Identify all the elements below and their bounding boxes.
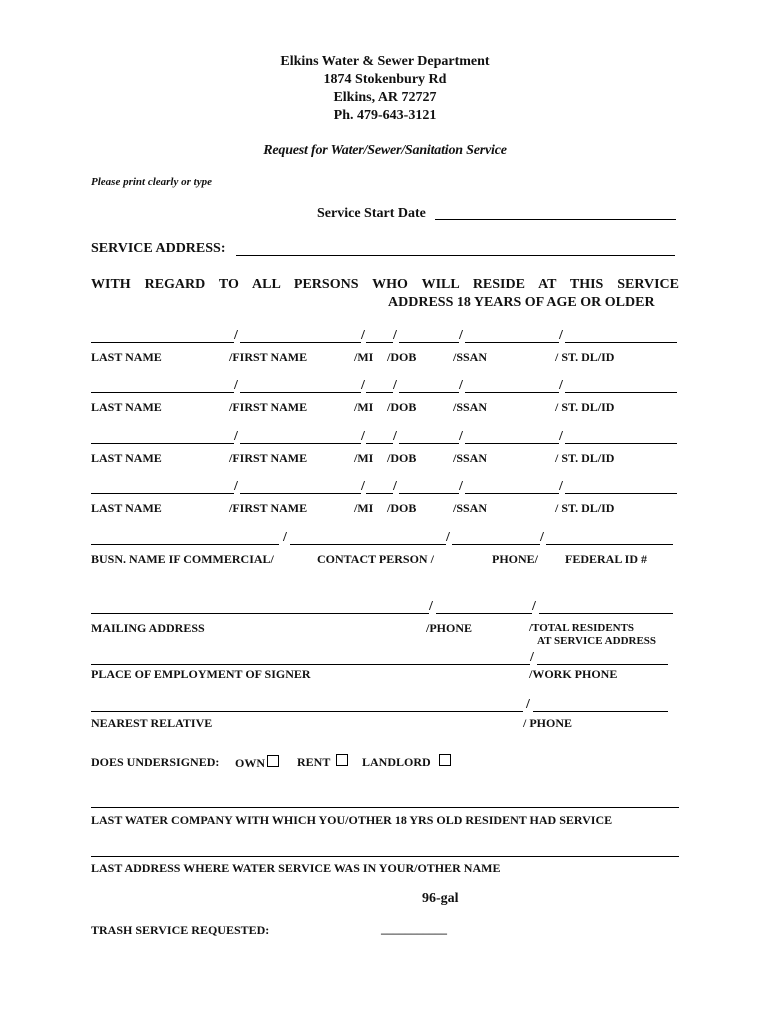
first-name-field[interactable]: [240, 342, 361, 343]
separator: /: [361, 378, 365, 393]
ssan-field[interactable]: [465, 443, 559, 444]
mi-field[interactable]: [366, 392, 393, 393]
federal-id-label: FEDERAL ID #: [565, 552, 648, 566]
last-water-company-field[interactable]: [91, 807, 679, 808]
mi-field[interactable]: [366, 493, 393, 494]
separator: /: [234, 328, 238, 343]
dl-field[interactable]: [565, 342, 677, 343]
service-address-label: SERVICE ADDRESS:: [91, 241, 226, 256]
separator: /: [361, 479, 365, 494]
mailing-address-field[interactable]: [91, 613, 429, 614]
last-name-field[interactable]: [91, 392, 234, 393]
separator: /: [234, 378, 238, 393]
total-residents-field[interactable]: [539, 613, 673, 614]
total-residents-label: /TOTAL RESIDENTS: [529, 622, 635, 634]
landlord-checkbox[interactable]: [439, 754, 451, 766]
own-checkbox[interactable]: [267, 755, 279, 767]
separator: /: [393, 328, 397, 343]
separator: /: [393, 479, 397, 494]
dob-field[interactable]: [399, 493, 459, 494]
business-name-label: BUSN. NAME IF COMMERCIAL/: [91, 552, 274, 566]
relative-phone-field[interactable]: [533, 711, 668, 712]
residents-heading-line2: ADDRESS 18 YEARS OF AGE OR OLDER: [388, 295, 655, 310]
dob-field[interactable]: [399, 342, 459, 343]
business-name-field[interactable]: [91, 544, 279, 545]
separator: /: [559, 479, 563, 494]
mailing-address-label: MAILING ADDRESS: [91, 621, 205, 635]
last-name-field[interactable]: [91, 493, 234, 494]
employment-label: PLACE OF EMPLOYMENT OF SIGNER: [91, 667, 311, 681]
first-name-label: /FIRST NAME: [229, 350, 308, 364]
ssan-label: /SSAN: [453, 451, 488, 465]
org-city: Elkins, AR 72727: [333, 90, 437, 105]
first-name-field[interactable]: [240, 392, 361, 393]
ssan-field[interactable]: [465, 342, 559, 343]
dl-field[interactable]: [565, 493, 677, 494]
nearest-relative-field[interactable]: [91, 711, 523, 712]
separator: /: [361, 429, 365, 444]
mi-field[interactable]: [366, 342, 393, 343]
trash-size-label: 96-gal: [422, 891, 459, 906]
relative-phone-label: / PHONE: [523, 716, 573, 730]
ownership-label: DOES UNDERSIGNED:: [91, 755, 220, 769]
business-phone-label: PHONE/: [492, 552, 539, 566]
last-name-label: LAST NAME: [91, 501, 162, 515]
residents-heading-line1: WITH REGARD TO ALL PERSONS WHO WILL RESIDE AT THIS SERVICE: [91, 277, 679, 292]
separator: /: [459, 378, 463, 393]
first-name-field[interactable]: [240, 493, 361, 494]
mi-label: /MI: [354, 451, 374, 465]
total-residents-sublabel: AT SERVICE ADDRESS: [537, 635, 657, 647]
separator: /: [532, 599, 536, 614]
last-name-field[interactable]: [91, 443, 234, 444]
work-phone-field[interactable]: [537, 664, 668, 665]
service-address-field[interactable]: [236, 255, 675, 256]
dl-label: / ST. DL/ID: [555, 451, 615, 465]
separator: /: [559, 328, 563, 343]
separator: /: [393, 378, 397, 393]
first-name-label: /FIRST NAME: [229, 400, 308, 414]
ssan-label: /SSAN: [453, 400, 488, 414]
last-name-label: LAST NAME: [91, 400, 162, 414]
dob-label: /DOB: [387, 501, 417, 515]
separator: /: [234, 479, 238, 494]
org-street: 1874 Stokenbury Rd: [323, 72, 447, 87]
landlord-label: LANDLORD: [362, 755, 431, 769]
dob-label: /DOB: [387, 350, 417, 364]
org-name: Elkins Water & Sewer Department: [280, 54, 490, 69]
mi-field[interactable]: [366, 443, 393, 444]
work-phone-label: /WORK PHONE: [529, 667, 618, 681]
own-option[interactable]: [235, 755, 279, 771]
instruction-text: Please print clearly or type: [91, 176, 212, 188]
dob-label: /DOB: [387, 451, 417, 465]
ssan-label: /SSAN: [453, 501, 488, 515]
separator: /: [530, 650, 534, 665]
rent-checkbox[interactable]: [336, 754, 348, 766]
form-title: Request for Water/Sewer/Sanitation Service: [263, 143, 507, 158]
nearest-relative-label: NEAREST RELATIVE: [91, 716, 213, 730]
separator: /: [459, 479, 463, 494]
separator: /: [283, 530, 287, 545]
separator: /: [540, 530, 544, 545]
dl-label: / ST. DL/ID: [555, 501, 615, 515]
contact-person-field[interactable]: [290, 544, 446, 545]
ssan-label: /SSAN: [453, 350, 488, 364]
landlord-option[interactable]: [362, 754, 451, 770]
mi-label: /MI: [354, 350, 374, 364]
separator: /: [559, 378, 563, 393]
rent-option[interactable]: [297, 754, 348, 770]
dl-field[interactable]: [565, 392, 677, 393]
mi-label: /MI: [354, 501, 374, 515]
first-name-label: /FIRST NAME: [229, 501, 308, 515]
dob-field[interactable]: [399, 443, 459, 444]
trash-service-label: TRASH SERVICE REQUESTED:: [91, 923, 270, 937]
ssan-field[interactable]: [465, 493, 559, 494]
separator: /: [559, 429, 563, 444]
dl-label: / ST. DL/ID: [555, 350, 615, 364]
business-phone-field[interactable]: [452, 544, 540, 545]
federal-id-field[interactable]: [546, 544, 673, 545]
employment-field[interactable]: [91, 664, 530, 665]
service-start-label: Service Start Date: [317, 206, 426, 221]
separator: /: [459, 328, 463, 343]
separator: /: [446, 530, 450, 545]
last-name-field[interactable]: [91, 342, 234, 343]
separator: /: [459, 429, 463, 444]
mailing-phone-label: /PHONE: [426, 621, 473, 635]
ssan-field[interactable]: [465, 392, 559, 393]
service-start-date-field[interactable]: [435, 219, 676, 220]
contact-person-label: CONTACT PERSON /: [317, 552, 434, 566]
separator: /: [393, 429, 397, 444]
last-water-company-label: LAST WATER COMPANY WITH WHICH YOU/OTHER 18 YRS OLD RESIDENT HAD SERVICE: [91, 813, 613, 827]
dob-field[interactable]: [399, 392, 459, 393]
separator: /: [361, 328, 365, 343]
rent-label: RENT: [297, 755, 331, 769]
last-address-label: LAST ADDRESS WHERE WATER SERVICE WAS IN YOUR/OTHER NAME: [91, 861, 501, 875]
dl-label: / ST. DL/ID: [555, 400, 615, 414]
own-label: OWN: [235, 756, 265, 770]
last-address-field[interactable]: [91, 856, 679, 857]
separator: /: [234, 429, 238, 444]
separator: /: [526, 697, 530, 712]
mi-label: /MI: [354, 400, 374, 414]
last-name-label: LAST NAME: [91, 451, 162, 465]
first-name-field[interactable]: [240, 443, 361, 444]
org-phone: Ph. 479-643-3121: [333, 108, 437, 123]
last-name-label: LAST NAME: [91, 350, 162, 364]
first-name-label: /FIRST NAME: [229, 451, 308, 465]
separator: /: [429, 599, 433, 614]
dob-label: /DOB: [387, 400, 417, 414]
trash-service-field[interactable]: ___________: [381, 922, 447, 936]
mailing-phone-field[interactable]: [436, 613, 532, 614]
dl-field[interactable]: [565, 443, 677, 444]
